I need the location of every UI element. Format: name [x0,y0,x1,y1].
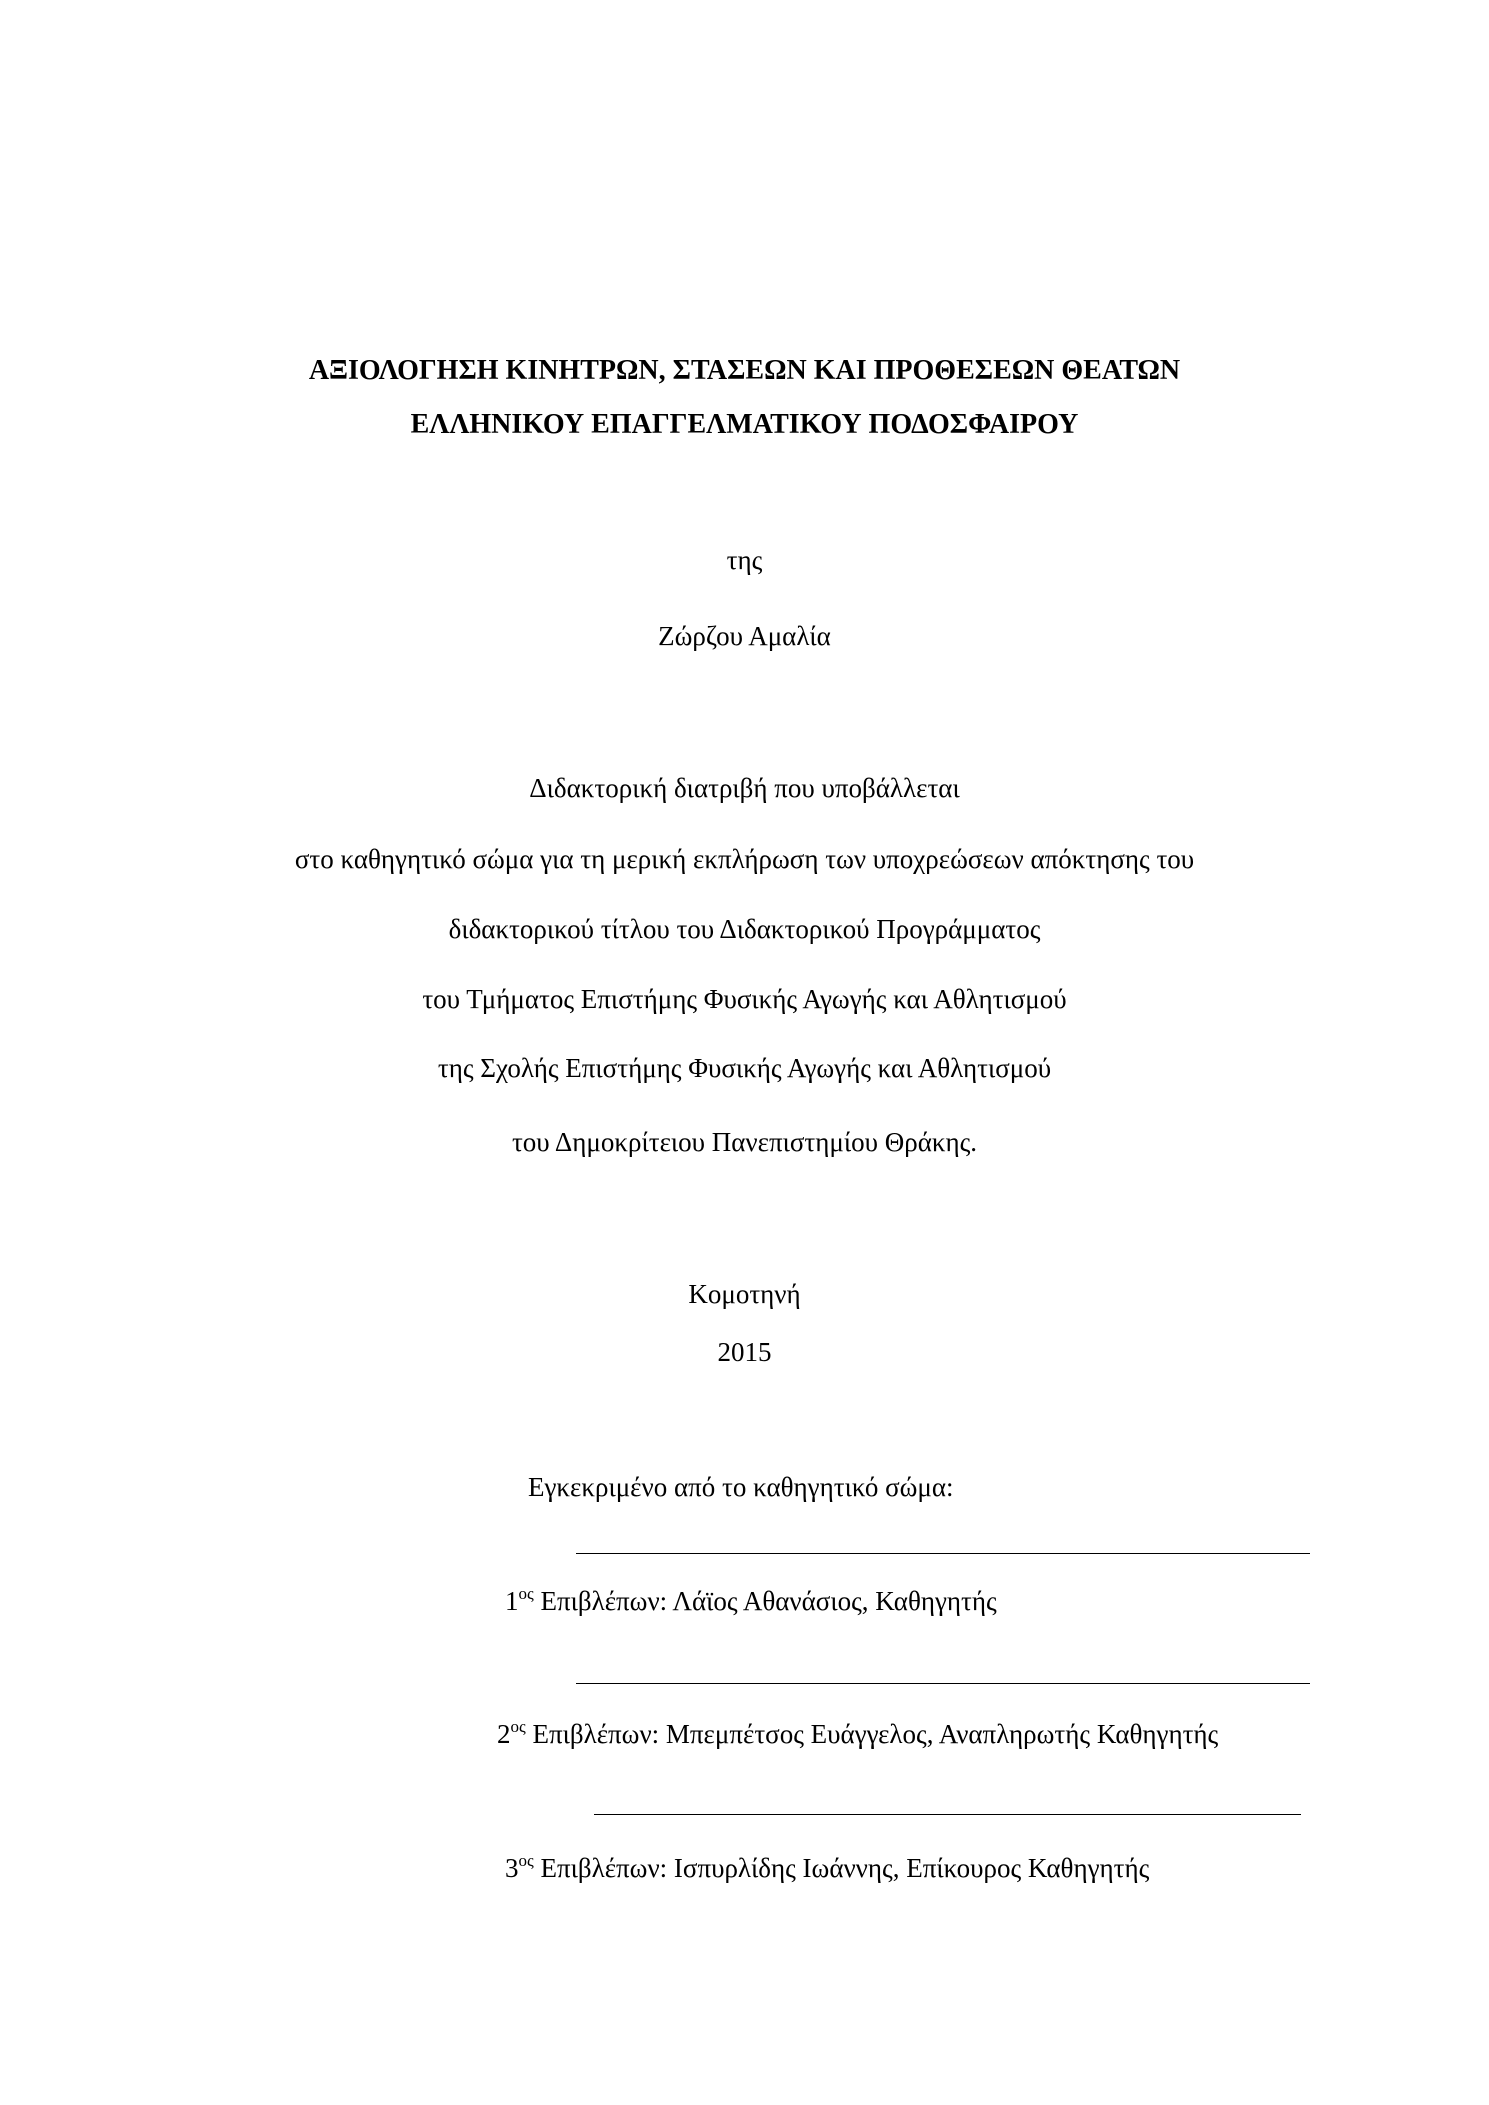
supervisor-3-ordinal: ος [518,1851,534,1870]
approval-heading: Εγκεκριμένο από το καθηγητικό σώμα: [528,1472,954,1502]
title-line-1: ΑΞΙΟΛΟΓΗΣΗ ΚΙΝΗΤΡΩΝ, ΣΤΑΣΕΩΝ ΚΑΙ ΠΡΟΘΕΣΕΩΝ ΘΕΑΤΩΝ [308,355,1181,386]
supervisor-1-number: 1 [505,1586,519,1616]
signature-line-2 [576,1683,1310,1684]
place: Κομοτηνή [688,1279,801,1309]
description-line-5: της Σχολής Επιστήμης Φυσικής Αγωγής και Αθλητισμού [437,1053,1052,1083]
supervisor-2-ordinal: ος [510,1717,526,1736]
description-line-3: διδακτορικού τίτλου του Διδακτορικού Προγράμματος [448,914,1041,944]
description-line-1: Διδακτορική διατριβή που υποβάλλεται [529,773,960,803]
author-prefix: της [726,545,763,575]
signature-line-3 [594,1814,1301,1815]
supervisor-1-text: Επιβλέπων: Λάϊος Αθανάσιος, Καθηγητής [533,1586,997,1616]
supervisor-2-text: Επιβλέπων: Μπεμπέτσος Ευάγγελος, Αναπληρωτής Καθηγητής [525,1719,1219,1749]
supervisor-2 [497,1717,1218,1751]
description-line-4: του Τμήματος Επιστήμης Φυσικής Αγωγής και Αθλητισμού [422,984,1067,1014]
supervisor-1-ordinal: ος [518,1584,534,1603]
description-line-2: στο καθηγητικό σώμα για τη μερική εκπλήρωση των υποχρεώσεων απόκτησης του [294,844,1195,874]
supervisor-3-number: 3 [505,1853,519,1883]
signature-line-1 [576,1553,1310,1554]
description-line-6: του Δημοκρίτειου Πανεπιστημίου Θράκης. [511,1127,978,1157]
supervisor-3-text: Επιβλέπων: Ισπυρλίδης Ιωάννης, Επίκουρος Καθηγητής [533,1853,1150,1883]
title-line-2: ΕΛΛΗΝΙΚΟΥ ΕΠΑΓΓΕΛΜΑΤΙΚΟΥ ΠΟΔΟΣΦΑΙΡΟΥ [410,409,1079,440]
author-name: Ζώρζου Αμαλία [658,621,831,651]
supervisor-1 [505,1584,997,1618]
supervisor-3 [505,1851,1149,1885]
supervisor-2-number: 2 [497,1719,511,1749]
year: 2015 [717,1337,772,1367]
